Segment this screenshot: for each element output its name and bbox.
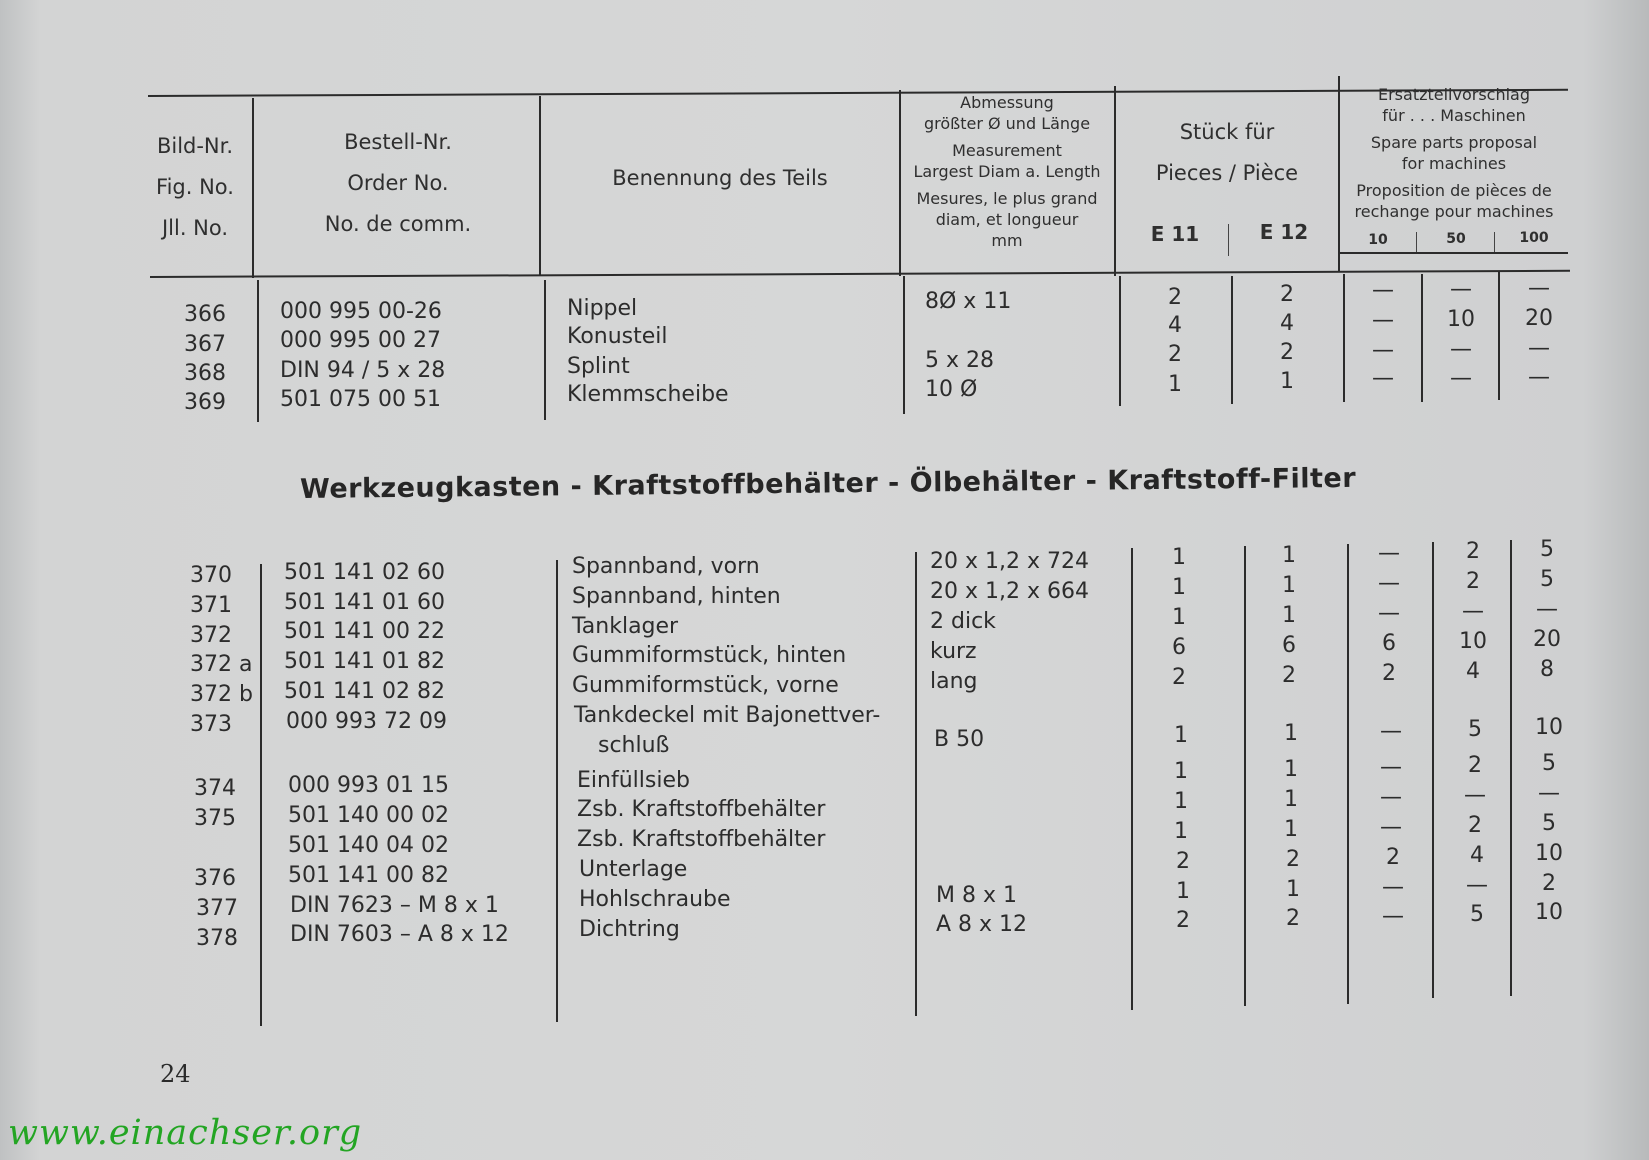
measurement: M 8 x 1 — [936, 883, 1017, 908]
header-m50: 50 — [1446, 231, 1466, 247]
table1-divider — [1421, 274, 1423, 402]
spare-50: 5 — [1468, 717, 1482, 742]
measurement: 8Ø x 11 — [925, 289, 1012, 314]
spare-10: — — [1380, 815, 1402, 840]
spare-10: — — [1372, 366, 1394, 391]
spare-10: — — [1378, 571, 1400, 596]
header-fig: Bild-Nr. Fig. No. Jll. No. — [156, 134, 234, 240]
header-divider — [1494, 232, 1495, 254]
spare-10: — — [1380, 785, 1402, 810]
order-no: 000 995 00 27 — [280, 328, 441, 353]
table1-divider — [1119, 276, 1121, 406]
measurement: B 50 — [934, 727, 985, 752]
spare-10: — — [1372, 338, 1394, 363]
order-no: 000 995 00-26 — [280, 299, 442, 324]
spare-100: 2 — [1542, 871, 1556, 896]
header-divider — [539, 96, 541, 276]
qty-e11: 1 — [1172, 575, 1186, 600]
page-number: 24 — [160, 1060, 191, 1088]
spare-10: — — [1382, 904, 1404, 929]
part-name: Zsb. Kraftstoffbehälter — [577, 797, 826, 822]
spare-50: 10 — [1447, 307, 1475, 332]
order-no: 000 993 01 15 — [288, 773, 449, 798]
header-m100: 100 — [1519, 230, 1549, 246]
fig-no: 371 — [190, 593, 232, 618]
part-name: Spannband, hinten — [572, 584, 781, 609]
spare-10: — — [1372, 308, 1394, 333]
qty-e12: 2 — [1282, 663, 1296, 688]
spare-100: 5 — [1542, 751, 1556, 776]
part-name: Spannband, vorn — [572, 554, 760, 579]
header-pieces: Stück für Pieces / Pièce — [1155, 120, 1299, 185]
measurement: 20 x 1,2 x 664 — [930, 579, 1089, 604]
qty-e12: 1 — [1284, 757, 1298, 782]
header-divider — [1228, 224, 1229, 256]
table1-divider — [1498, 272, 1500, 400]
table1-divider — [257, 280, 259, 422]
qty-e12: 1 — [1284, 787, 1298, 812]
table1-divider — [903, 276, 905, 414]
qty-e12: 4 — [1280, 311, 1294, 336]
section-title: Werkzeugkasten - Kraftstoffbehälter - Ölbehälter - Kraftstoff-Filter — [299, 462, 1357, 505]
qty-e11: 1 — [1172, 545, 1186, 570]
measurement: A 8 x 12 — [936, 912, 1028, 937]
part-name: Tanklager — [572, 614, 679, 639]
spare-100: — — [1528, 365, 1550, 390]
spare-100: 20 — [1525, 306, 1553, 331]
spare-100: 20 — [1533, 627, 1561, 652]
spare-50: — — [1466, 873, 1488, 898]
spare-50: — — [1464, 783, 1486, 808]
order-no: 501 141 00 22 — [284, 619, 445, 644]
qty-e12: 2 — [1286, 906, 1300, 931]
fig-no: 372 — [190, 623, 232, 648]
order-no: DIN 7603 – A 8 x 12 — [290, 922, 509, 947]
fig-no: 367 — [184, 332, 226, 357]
spare-10: — — [1378, 541, 1400, 566]
qty-e12: 6 — [1282, 633, 1296, 658]
order-no: 501 141 02 60 — [284, 560, 445, 585]
spare-100: — — [1538, 781, 1560, 806]
table2-divider — [556, 560, 558, 1022]
header-spare: Ersatzteilvorschlag für . . . Maschinen Spare parts proposal for machines Proposition de pièces de rechange pour machines — [1354, 85, 1554, 221]
table1-divider — [544, 280, 546, 420]
spare-10: — — [1372, 278, 1394, 303]
part-name: Klemmscheibe — [567, 382, 729, 407]
spare-50: 5 — [1470, 902, 1484, 927]
spare-10: 6 — [1382, 631, 1396, 656]
spare-100: 10 — [1535, 715, 1563, 740]
qty-e11: 2 — [1176, 908, 1190, 933]
qty-e11: 1 — [1172, 605, 1186, 630]
qty-e12: 1 — [1286, 877, 1300, 902]
spare-50: 2 — [1466, 539, 1480, 564]
measurement: 2 dick — [930, 609, 996, 634]
fig-no: 375 — [194, 806, 236, 831]
spare-10: 2 — [1382, 661, 1396, 686]
table1-divider — [1343, 274, 1345, 402]
qty-e12: 1 — [1282, 543, 1296, 568]
qty-e11: 6 — [1172, 635, 1186, 660]
part-name: Konusteil — [567, 324, 668, 349]
measurement: lang — [930, 669, 978, 694]
order-no: 501 141 01 60 — [284, 590, 445, 615]
header-name: Benennung des Teils — [612, 166, 828, 190]
header-order: Bestell-Nr. Order No. No. de comm. — [324, 130, 472, 236]
fig-no: 368 — [184, 361, 226, 386]
part-name: Dichtring — [579, 917, 680, 942]
spare-10: — — [1382, 875, 1404, 900]
fig-no: 369 — [184, 390, 226, 415]
qty-e11: 1 — [1176, 879, 1190, 904]
order-no: 000 993 72 09 — [286, 709, 447, 734]
qty-e12: 1 — [1280, 369, 1294, 394]
qty-e11: 1 — [1174, 759, 1188, 784]
part-name: Tankdeckel mit Bajonettver- — [574, 703, 881, 728]
part-name: Einfüllsieb — [577, 768, 690, 793]
spare-50: — — [1450, 277, 1472, 302]
measurement: 20 x 1,2 x 724 — [930, 549, 1089, 574]
spare-50: 4 — [1466, 659, 1480, 684]
qty-e12: 1 — [1284, 817, 1298, 842]
part-name-cont: schluß — [598, 733, 670, 758]
table2-divider — [1432, 542, 1434, 998]
fig-no: 376 — [194, 866, 236, 891]
part-name: Zsb. Kraftstoffbehälter — [577, 827, 826, 852]
fig-no: 370 — [190, 563, 232, 588]
header-e11: E 11 — [1150, 222, 1200, 246]
spare-50: — — [1462, 599, 1484, 624]
order-no: 501 140 04 02 — [288, 833, 449, 858]
qty-e12: 1 — [1284, 721, 1298, 746]
fig-no: 366 — [184, 302, 226, 327]
qty-e11: 4 — [1168, 313, 1182, 338]
header-divider — [1416, 232, 1417, 254]
qty-e11: 2 — [1176, 849, 1190, 874]
order-no: DIN 94 / 5 x 28 — [280, 358, 446, 383]
measurement: 10 Ø — [925, 377, 978, 402]
spare-100: — — [1528, 336, 1550, 361]
qty-e12: 2 — [1286, 847, 1300, 872]
order-no: 501 075 00 51 — [280, 387, 441, 412]
part-name: Gummiformstück, hinten — [572, 643, 847, 668]
measurement: kurz — [930, 639, 977, 664]
qty-e11: 1 — [1174, 819, 1188, 844]
spare-100: 5 — [1540, 567, 1554, 592]
spare-50: — — [1450, 337, 1472, 362]
spare-100: — — [1536, 597, 1558, 622]
fig-no: 372 a — [190, 652, 253, 677]
qty-e11: 2 — [1168, 285, 1182, 310]
spare-50: 2 — [1468, 753, 1482, 778]
watermark-link[interactable]: www.einachser.org — [8, 1113, 363, 1153]
order-no: 501 141 02 82 — [284, 679, 445, 704]
qty-e11: 1 — [1168, 372, 1182, 397]
fig-no: 377 — [196, 896, 238, 921]
qty-e11: 1 — [1174, 723, 1188, 748]
order-no: 501 141 00 82 — [288, 863, 449, 888]
qty-e11: 1 — [1174, 789, 1188, 814]
header-bottom-rule — [150, 270, 1570, 278]
header-measure: Abmessung größter Ø und Länge Measurement Largest Diam a. Length Mesures, le plus grand diam, et longueur mm — [913, 93, 1101, 250]
table1-divider — [1231, 276, 1233, 404]
spare-100: 10 — [1535, 900, 1563, 925]
measurement: 5 x 28 — [925, 348, 994, 373]
spare-50: 10 — [1459, 629, 1487, 654]
header-e12: E 12 — [1259, 220, 1309, 244]
spare-50: — — [1450, 366, 1472, 391]
table2-divider — [1244, 546, 1246, 1006]
table2-divider — [260, 564, 262, 1026]
spare-50: 4 — [1470, 843, 1484, 868]
fig-no: 374 — [194, 776, 236, 801]
spare-50: 2 — [1466, 569, 1480, 594]
order-no: DIN 7623 – M 8 x 1 — [290, 893, 499, 918]
fig-no: 372 b — [190, 682, 253, 707]
table2-divider — [1131, 548, 1133, 1010]
pieces-rule — [1340, 252, 1568, 254]
fig-no: 378 — [196, 926, 238, 951]
part-name: Hohlschraube — [579, 887, 731, 912]
part-name: Splint — [567, 354, 630, 379]
table2-divider — [1347, 544, 1349, 1004]
order-no: 501 140 00 02 — [288, 803, 449, 828]
qty-e12: 1 — [1282, 603, 1296, 628]
spare-50: 2 — [1468, 813, 1482, 838]
order-no: 501 141 01 82 — [284, 649, 445, 674]
spare-100: 8 — [1540, 657, 1554, 682]
spare-100: — — [1528, 276, 1550, 301]
header-divider — [252, 98, 254, 278]
qty-e12: 1 — [1282, 573, 1296, 598]
spare-10: — — [1380, 755, 1402, 780]
spare-100: 5 — [1540, 537, 1554, 562]
spare-10: — — [1380, 719, 1402, 744]
part-name: Unterlage — [579, 857, 688, 882]
fig-no: 373 — [190, 712, 232, 737]
spare-100: 5 — [1542, 811, 1556, 836]
qty-e11: 2 — [1168, 342, 1182, 367]
spare-10: 2 — [1386, 845, 1400, 870]
table2-divider — [915, 552, 917, 1016]
qty-e12: 2 — [1280, 340, 1294, 365]
spare-100: 10 — [1535, 841, 1563, 866]
spare-10: — — [1378, 601, 1400, 626]
part-name: Gummiformstück, vorne — [572, 673, 839, 698]
qty-e12: 2 — [1280, 282, 1294, 307]
qty-e11: 2 — [1172, 665, 1186, 690]
header-m10: 10 — [1368, 232, 1388, 248]
part-name: Nippel — [567, 296, 638, 321]
